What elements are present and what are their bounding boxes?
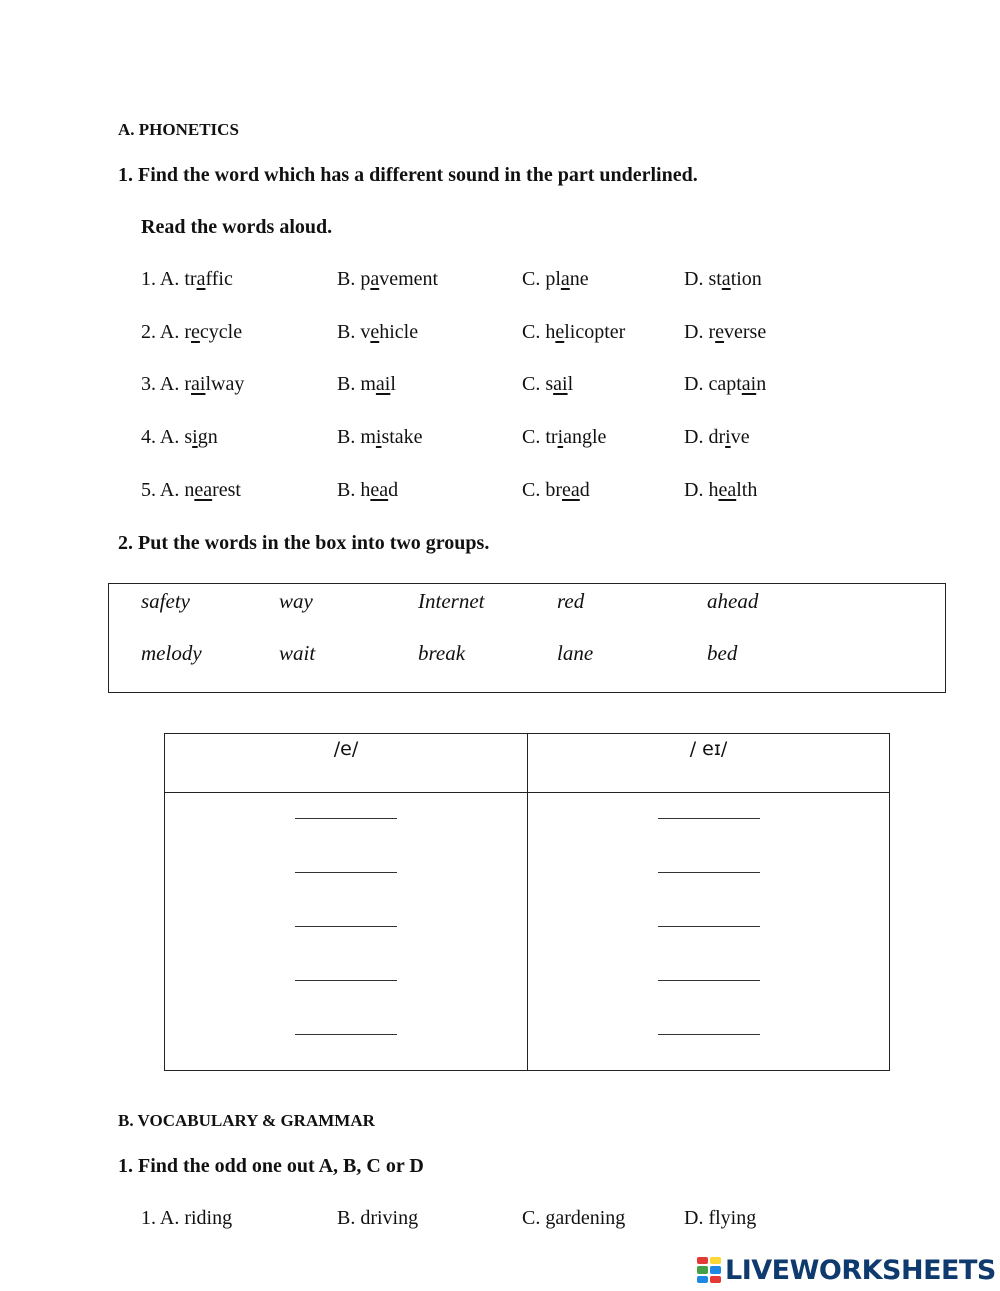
liveworksheets-mark-icon: [697, 1257, 721, 1283]
word-part: r: [708, 321, 716, 343]
answer-blank[interactable]: [658, 961, 760, 981]
section-a-title: A. PHONETICS: [118, 120, 239, 139]
option-label: D.: [684, 268, 704, 290]
option-label: B.: [337, 373, 356, 395]
option-label: D.: [684, 373, 704, 395]
option-2-d: [684, 321, 766, 344]
word-part: ne: [569, 268, 589, 290]
underlined-sound: i: [375, 426, 382, 448]
option-label: C.: [522, 268, 541, 290]
word-box-item: way: [279, 589, 313, 613]
option-4-b: [337, 426, 423, 449]
option-label: C.: [522, 479, 541, 501]
word-part: d: [579, 479, 590, 501]
answer-blank[interactable]: [295, 853, 397, 873]
word-part: tr: [184, 268, 197, 290]
answer-blank[interactable]: [295, 961, 397, 981]
option-label: 4. A.: [141, 426, 180, 448]
answer-blank[interactable]: [658, 853, 760, 873]
question-2-title: 2. Put the words in the box into two groups.: [118, 532, 490, 554]
logo-text: LIVEWORKSHEETS: [725, 1254, 996, 1286]
underlined-sound: a: [560, 268, 570, 290]
underlined-sound: a: [370, 268, 380, 290]
underlined-sound: i: [192, 426, 198, 448]
word-box-item: lane: [557, 641, 594, 665]
word-box-item: break: [418, 641, 466, 665]
option-label: D.: [684, 479, 704, 501]
underlined-sound: e: [191, 321, 200, 343]
option-4-d: [684, 426, 750, 449]
word-part: rest: [212, 479, 241, 501]
word-part: n: [756, 373, 767, 395]
underlined-sound: ai: [375, 373, 391, 395]
word-part: d: [388, 479, 399, 501]
word-part: r: [184, 373, 192, 395]
option-3-b: [337, 373, 396, 396]
word-box: [108, 583, 946, 693]
word-part: verse: [724, 321, 767, 343]
word-part: capt: [708, 373, 742, 395]
column-header-ei: / eɪ/: [528, 734, 890, 793]
option-5-c: [522, 479, 590, 502]
option-label: C.: [522, 426, 541, 448]
word-part: p: [360, 268, 371, 290]
option-label: 2. A.: [141, 321, 180, 343]
option-label: 5. A.: [141, 479, 180, 501]
option-4-c: [522, 426, 606, 449]
underlined-sound: ai: [191, 373, 206, 395]
word-box-item: red: [557, 589, 585, 613]
word-box-item: safety: [141, 589, 190, 613]
column-e-blanks: [165, 793, 528, 1071]
word-part: dr: [708, 426, 726, 448]
word-box-item: wait: [279, 641, 316, 665]
option-1-d: [684, 268, 762, 291]
option-3-c: [522, 373, 573, 396]
option-2-c: [522, 321, 625, 344]
column-ei-blanks: [528, 793, 890, 1071]
word-part: v: [360, 321, 371, 343]
option-5-d: [684, 479, 757, 502]
option-1-c: [522, 268, 589, 291]
word-part: h: [708, 479, 719, 501]
word-part: br: [545, 479, 563, 501]
option-label: B.: [337, 268, 356, 290]
option-label: D.: [684, 426, 704, 448]
word-box-item: Internet: [418, 589, 485, 613]
word-part: ffic: [205, 268, 233, 290]
option-5-b: [337, 479, 398, 502]
word-part: l: [567, 373, 574, 395]
word-part: n: [184, 479, 195, 501]
underlined-sound: e: [715, 321, 725, 343]
word-part: vement: [379, 268, 439, 290]
odd-one-option-c: C. gardening: [522, 1207, 626, 1229]
option-label: B.: [337, 321, 356, 343]
answer-blank[interactable]: [658, 1015, 760, 1035]
option-label: 1. A.: [141, 268, 180, 290]
option-label: 3. A.: [141, 373, 180, 395]
word-part: s: [184, 426, 193, 448]
underlined-sound: e: [370, 321, 380, 343]
answer-blank[interactable]: [658, 799, 760, 819]
word-box-item: melody: [141, 641, 202, 665]
question-1-title: 1. Find the word which has a different sound in the part underlined.: [118, 164, 698, 186]
underlined-sound: a: [721, 268, 731, 290]
word-part: m: [360, 426, 376, 448]
column-header-e: /e/: [165, 734, 528, 793]
option-1-b: [337, 268, 438, 291]
underlined-sound: i: [725, 426, 731, 448]
odd-one-option-a: 1. A. riding: [141, 1207, 233, 1229]
answer-blank[interactable]: [658, 907, 760, 927]
underlined-sound: ea: [562, 479, 580, 501]
option-2-a: [141, 321, 242, 344]
word-part: tr: [545, 426, 558, 448]
odd-one-option-b: B. driving: [337, 1207, 419, 1229]
option-5-a: [141, 479, 241, 502]
option-3-d: [684, 373, 766, 396]
option-label: D.: [684, 321, 704, 343]
option-3-a: [141, 373, 244, 396]
underlined-sound: ai: [741, 373, 757, 395]
word-box-item: bed: [707, 641, 738, 665]
word-part: stake: [381, 426, 423, 448]
option-label: C.: [522, 373, 541, 395]
word-part: lway: [205, 373, 245, 395]
word-part: s: [545, 373, 554, 395]
underlined-sound: e: [555, 321, 565, 343]
option-label: C.: [522, 321, 541, 343]
section-b-question-1-title: 1. Find the odd one out A, B, C or D: [118, 1155, 424, 1177]
word-part: ve: [730, 426, 750, 448]
answer-blank[interactable]: [295, 1015, 397, 1035]
underlined-sound: ai: [553, 373, 568, 395]
word-part: h: [545, 321, 556, 343]
option-label: B.: [337, 479, 356, 501]
word-part: angle: [563, 426, 607, 448]
underlined-sound: ea: [194, 479, 213, 501]
word-part: h: [360, 479, 371, 501]
underlined-sound: ea: [370, 479, 389, 501]
underlined-sound: a: [196, 268, 206, 290]
underlined-sound: ea: [718, 479, 737, 501]
option-4-a: [141, 426, 218, 449]
word-part: cycle: [199, 321, 243, 343]
question-1-instruction: Read the words aloud.: [141, 216, 333, 238]
section-b-title: B. VOCABULARY & GRAMMAR: [118, 1111, 375, 1130]
word-part: tion: [730, 268, 762, 290]
word-part: hicle: [379, 321, 419, 343]
answer-blank[interactable]: [295, 907, 397, 927]
word-part: gn: [197, 426, 218, 448]
word-part: r: [184, 321, 192, 343]
sound-groups-table: [164, 733, 890, 1071]
option-label: B.: [337, 426, 356, 448]
word-part: licopter: [564, 321, 626, 343]
word-part: st: [708, 268, 722, 290]
word-part: m: [360, 373, 376, 395]
word-part: lth: [736, 479, 758, 501]
word-box-item: ahead: [707, 589, 759, 613]
option-2-b: [337, 321, 418, 344]
option-1-a: [141, 268, 233, 291]
odd-one-option-d: D. flying: [684, 1207, 757, 1229]
word-part: l: [390, 373, 396, 395]
word-part: pl: [545, 268, 561, 290]
answer-blank[interactable]: [295, 799, 397, 819]
liveworksheets-logo: [697, 1255, 996, 1285]
underlined-sound: i: [557, 426, 564, 448]
